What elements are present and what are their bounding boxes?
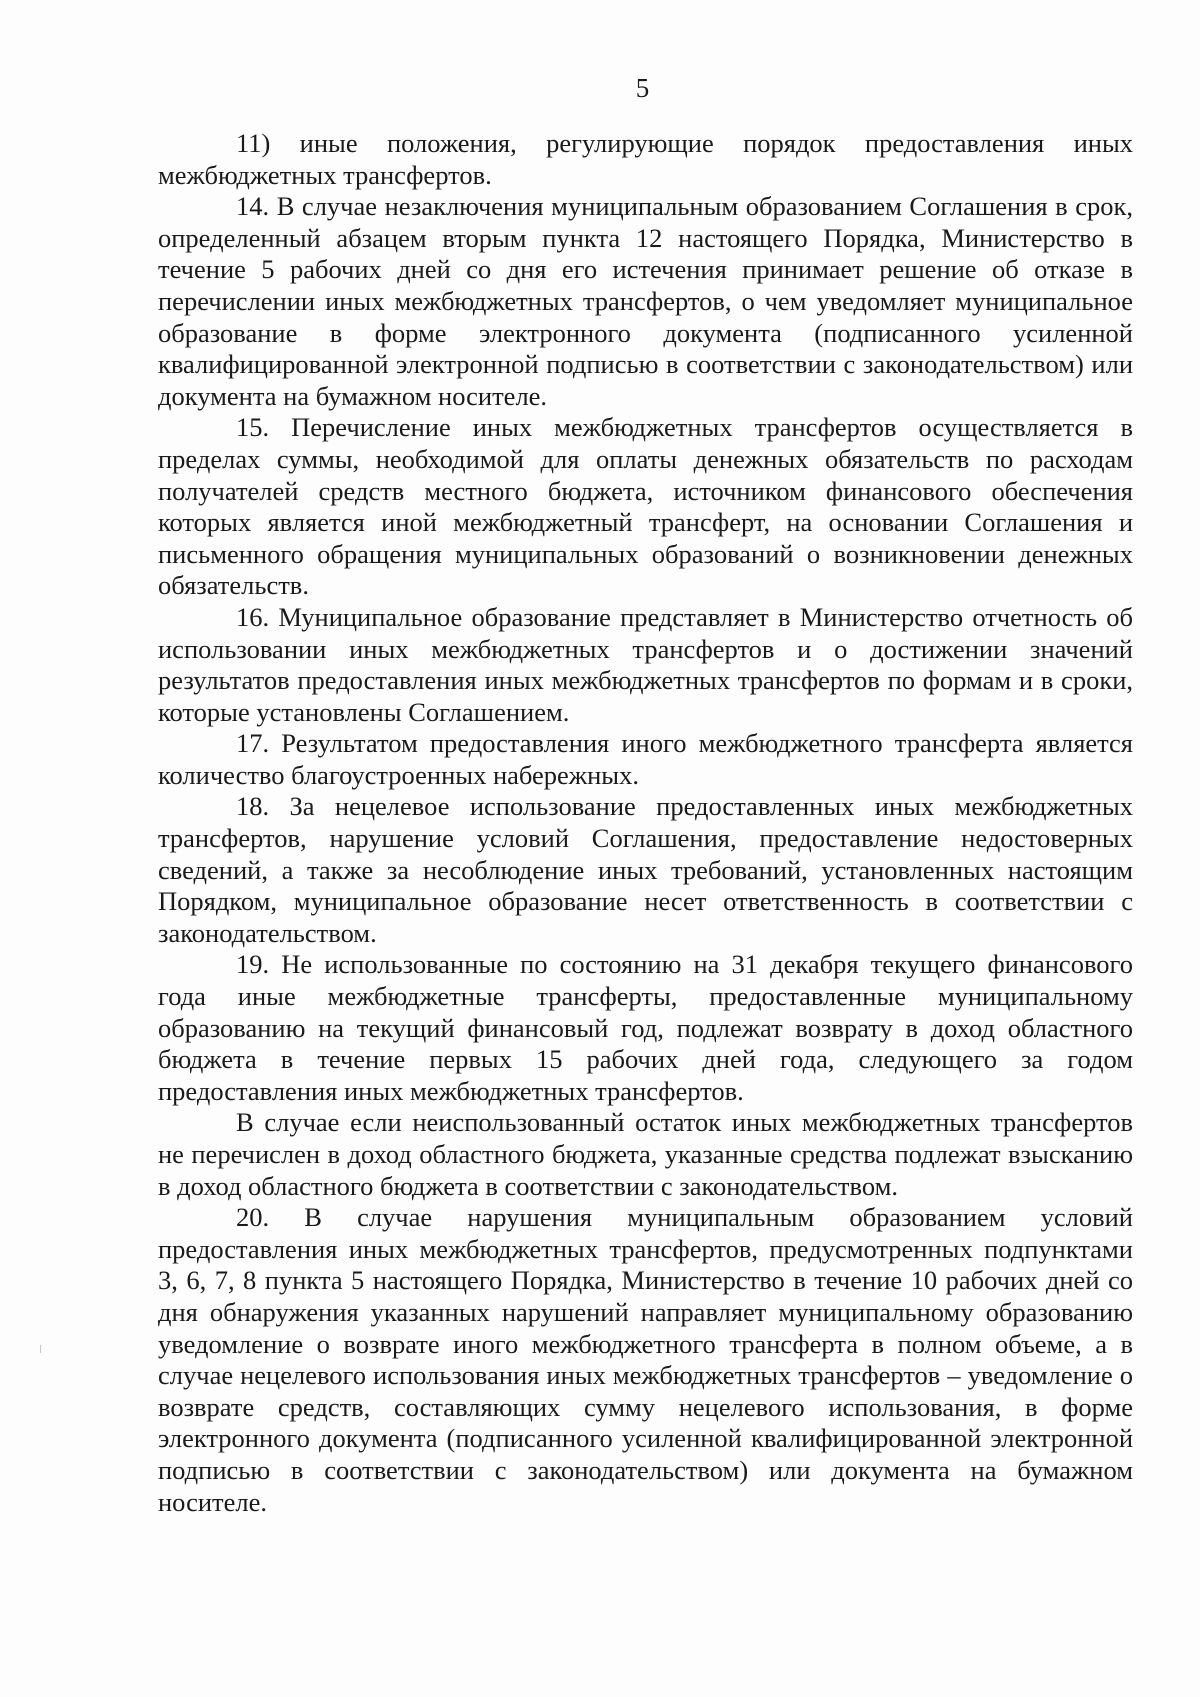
paragraph-clause-17: 17. Результатом предоставления иного межбюджетного трансферта является количество благоустроенных набережных.: [158, 728, 1133, 790]
paragraph-clause-19-continuation: В случае если неиспользованный остаток иных межбюджетных трансфертов не перечислен в доход областного бюджета, указанные средства подлежат взысканию в доход областного бюджета в соответствии с законодательством.: [158, 1107, 1133, 1201]
document-body: [158, 128, 1133, 1518]
paragraph-clause-20: 20. В случае нарушения муниципальным образованием условий предоставления иных межбюджетных трансфертов, предусмотренных подпунктами 3, 6, 7, 8 пункта 5 настоящего Порядка, Министерство в течение 10 рабочих дней со дня обнаружения указанных нарушений направляет муниципальному образованию уведомление о возврате иного межбюджетного трансферта в полном объеме, а в случае нецелевого использования иных межбюджетных трансфертов – уведомление о возврате средств, составляющих сумму нецелевого использования, в форме электронного документа (подписанного усиленной квалифицированной электронной подписью в соответствии с законодательством) или документа на бумажном носителе.: [158, 1202, 1133, 1517]
paragraph-clause-16: 16. Муниципальное образование представляет в Министерство отчетность об использовании иных межбюджетных трансфертов и о достижении значений результатов предоставления иных межбюджетных трансфертов по формам и в сроки, которые установлены Соглашением.: [158, 601, 1133, 727]
paragraph-item-11: 11) иные положения, регулирующие порядок предоставления иных межбюджетных трансфертов.: [158, 128, 1133, 190]
paragraph-clause-18: 18. За нецелевое использование предоставленных иных межбюджетных трансфертов, нарушение условий Соглашения, предоставление недостоверных сведений, а также за несоблюдение иных требований, установленных настоящим Порядком, муниципальное образование несет ответственность в соответствии с законодательством.: [158, 791, 1133, 948]
scan-mark: [40, 1345, 41, 1353]
page-number: 5: [635, 73, 650, 103]
paragraph-clause-19: 19. Не использованные по состоянию на 31 декабря текущего финансового года иные межбюджетные трансферты, предоставленные муниципальному образованию на текущий финансовый год, подлежат возврату в доход областного бюджета в течение первых 15 рабочих дней года, следующего за годом предоставления иных межбюджетных трансфертов.: [158, 949, 1133, 1106]
paragraph-clause-15: 15. Перечисление иных межбюджетных трансфертов осуществляется в пределах суммы, необходимой для оплаты денежных обязательств по расходам получателей средств местного бюджета, источником финансового обеспечения которых является иной межбюджетный трансферт, на основании Соглашения и письменного обращения муниципальных образований о возникновении денежных обязательств.: [158, 412, 1133, 601]
paragraph-clause-14: 14. В случае незаключения муниципальным образованием Соглашения в срок, определенный абзацем вторым пункта 12 настоящего Порядка, Министерство в течение 5 рабочих дней со дня его истечения принимает решение об отказе в перечислении иных межбюджетных трансфертов, о чем уведомляет муниципальное образование в форме электронного документа (подписанного усиленной квалифицированной электронной подписью в соответствии с законодательством) или документа на бумажном носителе.: [158, 191, 1133, 411]
